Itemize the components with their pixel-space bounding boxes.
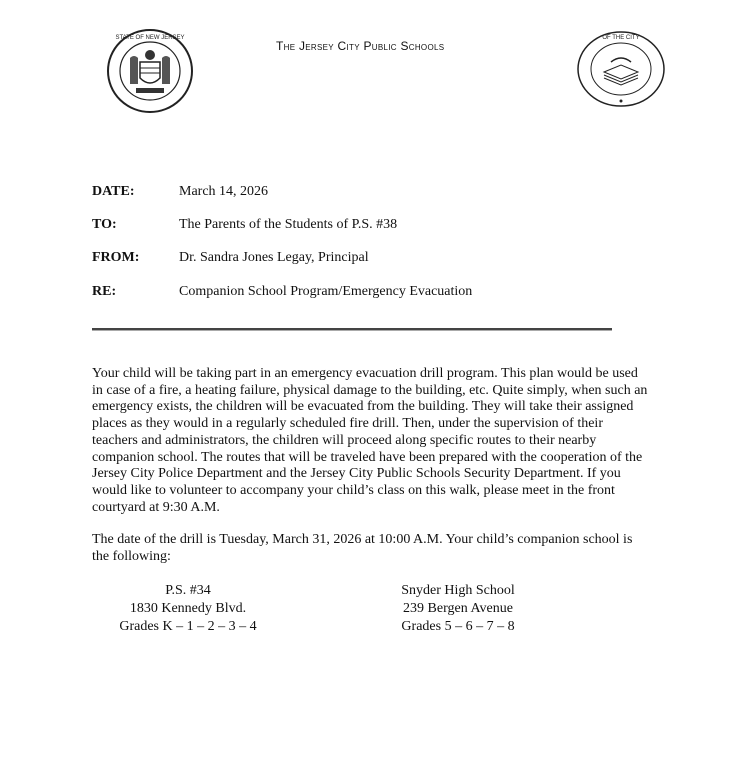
school-name: P.S. #34 xyxy=(165,583,211,598)
state-seal-icon xyxy=(106,28,194,114)
school-address: 239 Bergen Avenue xyxy=(403,601,513,616)
to-value: The Parents of the Students of P.S. #38 xyxy=(179,217,398,232)
companion-school-ps34 xyxy=(108,582,268,636)
school-grades: Grades 5 – 6 – 7 – 8 xyxy=(401,619,515,634)
header-divider xyxy=(92,328,612,331)
board-of-education-seal-icon xyxy=(576,30,666,108)
date-label: DATE: xyxy=(92,184,135,199)
re-value: Companion School Program/Emergency Evacuation xyxy=(179,284,473,299)
svg-text:STATE OF NEW JERSEY: STATE OF NEW JERSEY xyxy=(115,35,185,41)
companion-school-snyder xyxy=(388,582,528,636)
school-address: 1830 Kennedy Blvd. xyxy=(129,601,247,616)
svg-text:OF THE CITY: OF THE CITY xyxy=(602,35,640,41)
date-value: March 14, 2026 xyxy=(179,184,269,199)
from-value: Dr. Sandra Jones Legay, Principal xyxy=(179,250,369,265)
body-paragraph-1: Your child will be taking part in an emergency evacuation drill program. This plan would be used in case of a fire, a heating failure, physical damage to the building, etc. Quite simply, when such an emergency exists, the children will be evacuated from the building. They will take their assigned places as they would in a regularly scheduled fire drill. Then, under the supervision of their teachers and administrators, the children will proceed along specific routes to their nearby companion school. The routes that will be traveled have been prepared with the cooperation of the Jersey City Police Department and the Jersey City Public Schools Security Department. If you would like to volunteer to accompany your child’s class on this walk, please meet in the front courtyard at 9:30 A.M. xyxy=(92,366,648,515)
re-label: RE: xyxy=(92,284,117,299)
body-paragraph-2: The date of the drill is Tuesday, March 31, 2026 at 10:00 A.M. Your child’s companion school is the following: xyxy=(92,532,633,564)
letterhead-title: The Jersey City Public Schools xyxy=(276,39,445,53)
to-label: TO: xyxy=(92,217,117,232)
school-grades: Grades K – 1 – 2 – 3 – 4 xyxy=(119,619,257,634)
from-label: FROM: xyxy=(92,250,140,265)
school-name: Snyder High School xyxy=(401,583,515,598)
